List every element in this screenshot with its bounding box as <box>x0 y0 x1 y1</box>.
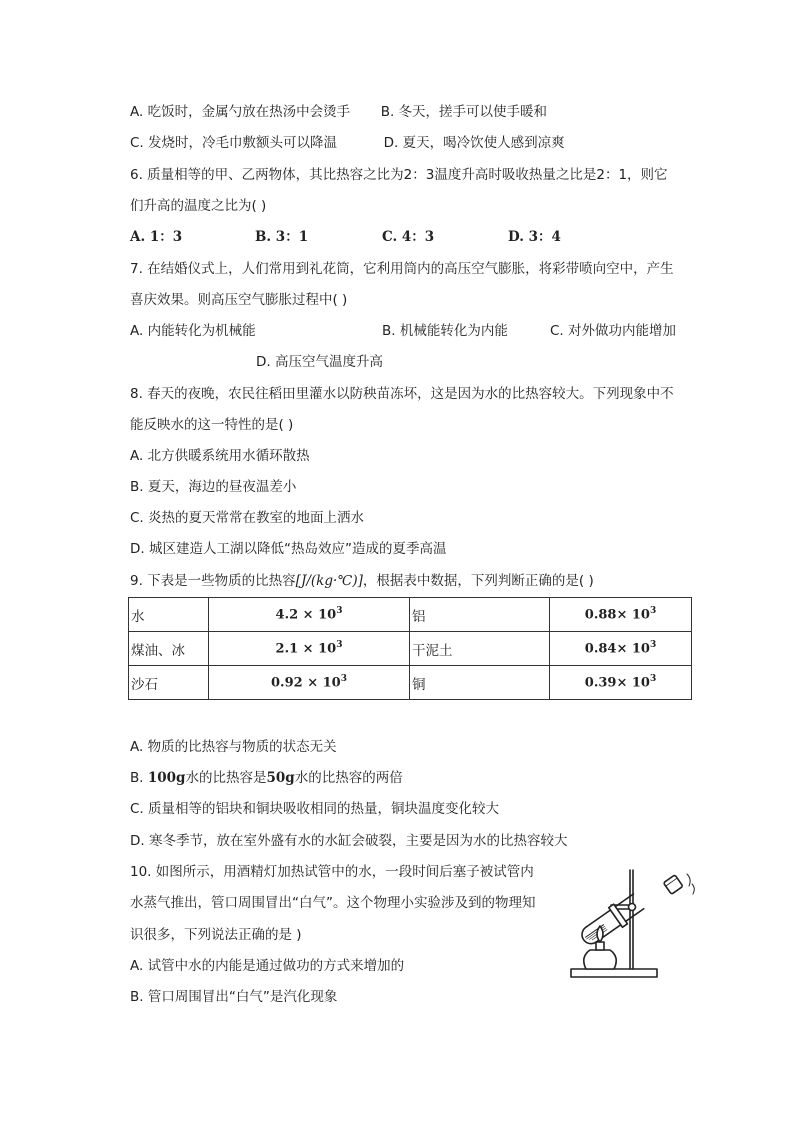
q7-option-c: C. 对外做功内能增加 <box>550 323 677 339</box>
q10-stem-line3: 识很多，下列说法正确的是 ) <box>130 927 302 943</box>
q9-stem-suffix: ，根据表中数据，下列判断正确的是( ) <box>362 573 594 589</box>
q8-option-b: B. 夏天，海边的昼夜温差小 <box>130 479 297 495</box>
q9-option-c: C. 质量相等的铝块和铜块吸收相同的热量，铜块温度变化较大 <box>130 801 500 817</box>
table-cell-value: $0.88\times 10^3$ <box>550 598 692 632</box>
table-cell-substance: 干泥土 <box>410 632 550 666</box>
q5-option-d: D. 夏天，喝冷饮使人感到凉爽 <box>383 135 565 151</box>
q6-stem-line2: 们升高的温度之比为( ) <box>130 198 267 214</box>
q10-stem-line1: 10. 如图所示，用酒精灯加热试管中的水，一段时间后塞子被试管内 <box>130 864 534 880</box>
specific-heat-table <box>128 597 692 700</box>
q5-option-c: C. 发烧时，冷毛巾敷额头可以降温 <box>130 135 338 151</box>
table-cell-substance: 沙石 <box>129 666 209 700</box>
q9-option-d: D. 寒冬季节，放在室外盛有水的水缸会破裂，主要是因为水的比热容较大 <box>130 833 568 849</box>
table-cell-value: $0.92 \times 10^3$ <box>209 666 410 700</box>
q8-option-d: D. 城区建造人工湖以降低“热岛效应”造成的夏季高温 <box>130 541 447 557</box>
q8-option-c: C. 炎热的夏天常常在教室的地面上洒水 <box>130 510 365 526</box>
q9-stem-prefix: 9. 下表是一些物质的比热容 <box>130 573 296 589</box>
q6-stem-line1: 6. 质量相等的甲、乙两物体，其比热容之比为2：3温度升高时吸收热量之比是2：1，则它 <box>130 167 668 183</box>
q8-stem-line1: 8. 春天的夜晚，农民往稻田里灌水以防秧苗冻坏，这是因为水的比热容较大。下列现象中不 <box>130 386 674 402</box>
table-cell-substance: 水 <box>129 598 209 632</box>
table-cell-substance: 煤油、冰 <box>129 632 209 666</box>
q10-stem-line2: 水蒸气推出，管口周围冒出“白气”。这个物理小实验涉及到的物理知 <box>130 895 536 911</box>
test-tube <box>577 892 646 950</box>
q7-stem-line1: 7. 在结婚仪式上，人们常用到礼花筒，它利用筒内的高压空气膨胀，将彩带喷向空中，产生 <box>130 261 674 277</box>
table-cell-substance: 铜 <box>410 666 550 700</box>
q10-option-a: A. 试管中水的内能是通过做功的方式来增加的 <box>130 958 405 974</box>
q5-options-row1 <box>130 103 547 121</box>
q5-option-a: A. 吃饭时，金属勺放在热汤中会烫手 <box>130 104 351 120</box>
q10-option-b: B. 管口周围冒出“白气”是汽化现象 <box>130 989 338 1005</box>
q7-option-a: A. 内能转化为机械能 <box>130 323 256 339</box>
table-cell-value: $0.39\times 10^3$ <box>550 666 692 700</box>
q5-options-row2 <box>130 134 565 152</box>
table-cell-value: $0.84\times 10^3$ <box>550 632 692 666</box>
q8-stem-line2: 能反映水的这一特性的是( ) <box>130 417 294 433</box>
table-cell-value: $4.2 \times 10^3$ <box>209 598 410 632</box>
stopper <box>663 875 682 894</box>
q9-option-a: A. 物质的比热容与物质的状态无关 <box>130 739 337 755</box>
q9-option-b: B. 100g水的比热容是50g水的比热容的两倍 <box>130 770 403 786</box>
q7-stem-line2: 喜庆效果。则高压空气膨胀过程中( ) <box>130 292 348 308</box>
q6-option-c: C. 4：3 <box>382 229 435 245</box>
alcohol-lamp <box>584 926 617 969</box>
test-tube-heating-illustration <box>566 862 706 987</box>
table-row <box>129 632 692 666</box>
table-cell-value: $2.1 \times 10^3$ <box>209 632 410 666</box>
table-row <box>129 666 692 700</box>
q6-option-a: A. 1：3 <box>130 229 183 245</box>
table-row <box>129 598 692 632</box>
q6-option-d: D. 3：4 <box>508 229 561 245</box>
q6-option-b: B. 3：1 <box>255 229 309 245</box>
stand-base <box>571 969 657 977</box>
q5-option-b: B. 冬天，搓手可以使手暖和 <box>380 104 548 120</box>
q9-stem-unit: [J/(kg·℃)] <box>295 573 363 589</box>
q8-option-a: A. 北方供暖系统用水循环散热 <box>130 448 310 464</box>
q7-option-b: B. 机械能转化为内能 <box>382 323 508 339</box>
table-cell-substance: 铝 <box>410 598 550 632</box>
q9-stem <box>130 572 594 590</box>
q7-option-d: D. 高压空气温度升高 <box>256 354 383 370</box>
